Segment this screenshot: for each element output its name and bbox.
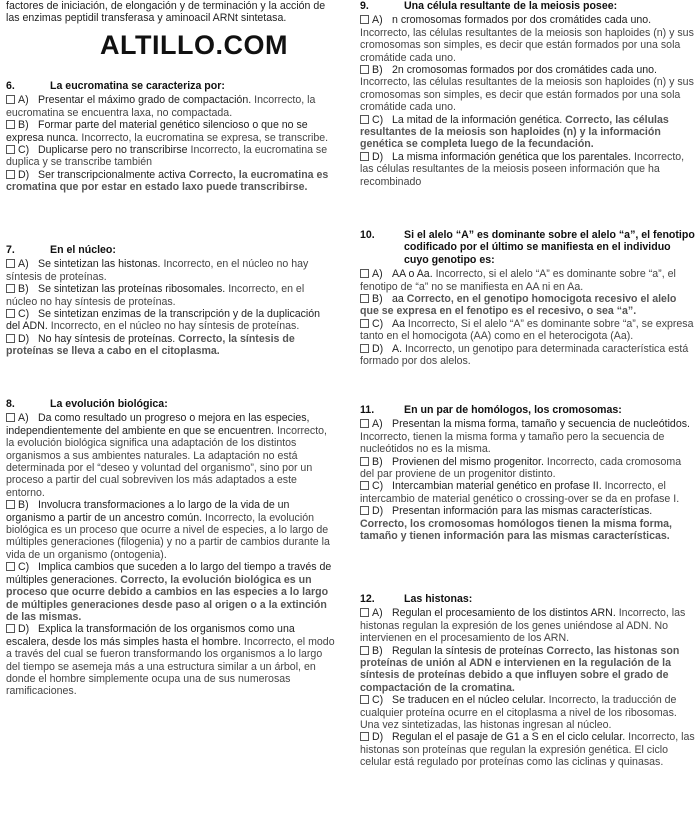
feedback-incorrect: Incorrecto, en el núcleo no hay síntesis de proteínas. bbox=[6, 258, 309, 283]
option-text: Se sintetizan las histonas. bbox=[38, 258, 161, 271]
option-checkbox[interactable] bbox=[360, 151, 392, 163]
feedback-incorrect: Incorrecto, las histonas regulan la expresión de los genes uniéndose al ADN. No intervienen en el procesamiento de los ARN. bbox=[360, 607, 686, 645]
option-label: D) bbox=[18, 168, 30, 181]
option-label: D) bbox=[372, 150, 384, 163]
option-checkbox[interactable] bbox=[6, 561, 38, 573]
checkbox-icon[interactable] bbox=[6, 562, 15, 571]
option-checkbox[interactable] bbox=[360, 343, 392, 355]
checkbox-icon[interactable] bbox=[6, 334, 15, 343]
option-text: Se sintetizan enzimas de la transcripción y de la duplicación del ADN. bbox=[6, 308, 321, 333]
option-checkbox[interactable] bbox=[360, 318, 392, 330]
feedback-correct: Correcto, la eucromatina es cromatina que por estar en estado laxo puede transcribirse. bbox=[6, 168, 329, 194]
question-6 bbox=[6, 80, 336, 194]
option-label: B) bbox=[372, 293, 383, 306]
option-text: 2n cromosomas formados por dos cromátides cada uno. bbox=[392, 64, 657, 77]
option-c bbox=[360, 694, 695, 731]
option-c bbox=[360, 114, 695, 151]
option-label: B) bbox=[18, 283, 29, 296]
option-label: C) bbox=[372, 694, 384, 707]
checkbox-icon[interactable] bbox=[360, 15, 369, 24]
checkbox-icon[interactable] bbox=[360, 269, 369, 278]
checkbox-icon[interactable] bbox=[360, 319, 369, 328]
option-checkbox[interactable] bbox=[360, 64, 392, 76]
option-text: Duplicarse pero no transcribirse bbox=[38, 144, 188, 157]
option-checkbox[interactable] bbox=[6, 499, 38, 511]
question-12 bbox=[360, 593, 695, 769]
option-checkbox[interactable] bbox=[360, 14, 392, 26]
option-a bbox=[360, 418, 695, 455]
option-checkbox[interactable] bbox=[360, 268, 392, 280]
option-c bbox=[360, 318, 695, 343]
option-d bbox=[360, 505, 695, 542]
option-label: C) bbox=[372, 113, 384, 126]
option-label: D) bbox=[18, 332, 30, 345]
option-text: Explica la transformación de los organismos como una escalera, desde los más simples hasta el hombre. bbox=[6, 623, 295, 648]
feedback-incorrect: Incorrecto, la traducción de cualquier proteína ocurre en el citoplasma a nivel de los ribosomas. Una vez sintetizadas, las histonas ingresan al núcleo. bbox=[360, 694, 677, 732]
option-a bbox=[360, 607, 695, 644]
checkbox-icon[interactable] bbox=[6, 145, 15, 154]
option-a bbox=[360, 268, 695, 293]
option-label: A) bbox=[372, 14, 383, 27]
option-a bbox=[360, 14, 695, 64]
option-checkbox[interactable] bbox=[6, 144, 38, 156]
checkbox-icon[interactable] bbox=[360, 506, 369, 515]
option-d bbox=[6, 623, 336, 697]
option-b bbox=[360, 64, 695, 114]
option-label: D) bbox=[372, 731, 384, 744]
feedback-incorrect: Incorrecto, si el alelo “A” es dominante sobre “a”, el fenotipo de “a” no se manifiesta en AA ni en Aa. bbox=[360, 268, 676, 293]
option-label: A) bbox=[372, 607, 383, 620]
feedback-correct: Correcto, las histonas son proteínas de unión al ADN e intervienen en la regulación de la síntesis de proteínas debido a que influyen sobre el grado de compactación de la cromatina. bbox=[360, 644, 680, 694]
question-title bbox=[360, 593, 695, 605]
question-title bbox=[360, 404, 695, 416]
option-c bbox=[6, 561, 336, 623]
feedback-incorrect: Incorrecto, las histonas son proteínas que regulan la expresión genética. El ciclo celular está regulado por proteínas como las ciclinas y quinasas. bbox=[360, 731, 695, 769]
option-text: Presentar el máximo grado de compactación. bbox=[38, 94, 252, 107]
option-b bbox=[360, 456, 695, 481]
option-checkbox[interactable] bbox=[6, 623, 38, 635]
option-text: Se traducen en el núcleo celular. bbox=[392, 694, 546, 707]
checkbox-icon[interactable] bbox=[360, 695, 369, 704]
option-text: Implica cambios que suceden a lo largo del tiempo a través de múltiples generaciones. bbox=[6, 561, 332, 586]
option-label: D) bbox=[372, 342, 384, 355]
question-text: Las histonas: bbox=[404, 593, 473, 605]
option-text: Regulan la síntesis de proteínas bbox=[392, 644, 544, 657]
option-label: B) bbox=[372, 644, 383, 657]
option-text: AA o Aa. bbox=[392, 268, 433, 281]
intro-text: factores de iniciación, de elongación y de terminación y la acción de las enzimas peptidil transferasa y aminoacil ARNt sintetasa. bbox=[6, 0, 326, 25]
question-text: Una célula resultante de la meiosis posee: bbox=[404, 0, 618, 12]
option-checkbox[interactable] bbox=[6, 412, 38, 424]
option-d bbox=[360, 731, 695, 768]
feedback-correct: Correcto, la síntesis de proteínas se lleva a cabo en el citoplasma. bbox=[6, 332, 295, 358]
checkbox-icon[interactable] bbox=[6, 500, 15, 509]
question-title bbox=[360, 229, 695, 266]
option-label: A) bbox=[372, 268, 383, 281]
option-checkbox[interactable] bbox=[6, 333, 38, 345]
checkbox-icon[interactable] bbox=[360, 732, 369, 741]
feedback-incorrect: Incorrecto, en el núcleo no hay síntesis de proteínas. bbox=[6, 283, 305, 308]
question-number: 8. bbox=[6, 398, 15, 410]
option-checkbox[interactable] bbox=[360, 114, 392, 126]
option-text: La mitad de la información genética. bbox=[392, 113, 563, 126]
option-text: n cromosomas formados por dos cromátides cada uno. bbox=[392, 14, 652, 27]
option-text: Intercambian material genético en profase II. bbox=[392, 480, 602, 493]
option-text: No hay síntesis de proteínas. bbox=[38, 332, 176, 345]
option-checkbox[interactable] bbox=[6, 169, 38, 181]
option-checkbox[interactable] bbox=[6, 258, 38, 270]
question-number: 10. bbox=[360, 229, 375, 241]
feedback-incorrect: Incorrecto, la evolución biológica significa una adaptación de los distintos organismos a sus ambientes naturales. La adaptación no está determinada por el “deseo y voluntad del organismo”, sino por un proceso a partir del cual sobreviven los más adaptados a este entorno. bbox=[6, 424, 327, 499]
option-label: B) bbox=[18, 499, 29, 512]
option-text: Se sintetizan las proteínas ribosomales. bbox=[38, 283, 226, 296]
checkbox-icon[interactable] bbox=[6, 95, 15, 104]
feedback-incorrect: Incorrecto, Si el alelo “A” es dominante sobre “a”, se expresa tanto en el homocigota (AA) como en el heterocigota (Aa). bbox=[360, 317, 694, 343]
question-number: 7. bbox=[6, 244, 15, 256]
option-label: A) bbox=[18, 258, 29, 271]
option-checkbox[interactable] bbox=[6, 94, 38, 106]
feedback-incorrect: Incorrecto, el modo a través del cual se fueron transformando los organismos a lo largo del tiempo se asemeja más a una estructura similar a un árbol, en donde el hombre simplemente ocupa una de sus numerosas ramificaciones. bbox=[6, 635, 335, 698]
question-10 bbox=[360, 229, 695, 367]
option-text: Ser transcripcionalmente activa bbox=[38, 168, 186, 181]
feedback-incorrect: Incorrecto, las células resultantes de la meiosis son haploides (n) y sus cromosomas son simples, es decir que están formados por una sola cromátide cada uno. bbox=[360, 26, 694, 64]
question-title bbox=[6, 80, 336, 92]
option-b bbox=[6, 119, 336, 144]
option-text: La misma información genética que los parentales. bbox=[392, 150, 632, 163]
option-label: C) bbox=[372, 317, 384, 330]
option-checkbox[interactable] bbox=[6, 308, 38, 320]
checkbox-icon[interactable] bbox=[360, 419, 369, 428]
option-d bbox=[360, 151, 695, 188]
checkbox-icon[interactable] bbox=[360, 152, 369, 161]
option-d bbox=[360, 343, 695, 368]
option-label: B) bbox=[18, 119, 29, 132]
question-number: 11. bbox=[360, 404, 375, 416]
option-label: D) bbox=[372, 505, 384, 518]
option-label: C) bbox=[372, 480, 384, 493]
option-checkbox[interactable] bbox=[360, 480, 392, 492]
option-a bbox=[6, 94, 336, 119]
question-11 bbox=[360, 404, 695, 542]
feedback-correct: Correcto, las células resultantes de la meiosis son haploides (n) y la información genética se completa luego de la fecundación. bbox=[360, 113, 669, 151]
option-checkbox[interactable] bbox=[360, 607, 392, 619]
option-text: A. bbox=[392, 342, 403, 355]
option-d bbox=[6, 169, 336, 194]
option-label: B) bbox=[372, 455, 383, 468]
question-title bbox=[6, 398, 336, 410]
option-checkbox[interactable] bbox=[360, 505, 392, 517]
option-b bbox=[360, 645, 695, 695]
feedback-correct: Correcto, los cromosomas homólogos tienen la misma forma, tamaño y tienen información para las mismas características. bbox=[360, 517, 672, 543]
question-number: 6. bbox=[6, 80, 15, 92]
option-checkbox[interactable] bbox=[360, 293, 392, 305]
question-number: 12. bbox=[360, 593, 375, 605]
option-checkbox[interactable] bbox=[360, 456, 392, 468]
feedback-incorrect: Incorrecto, cada cromosoma del par proviene de un progenitor distinto. bbox=[360, 455, 682, 481]
checkbox-icon[interactable] bbox=[360, 608, 369, 617]
question-9 bbox=[360, 0, 695, 188]
option-text: Formar parte del material genético silencioso o que no se expresa nunca. bbox=[6, 119, 308, 144]
option-label: B) bbox=[372, 64, 383, 77]
feedback-incorrect: Incorrecto, la evolución biológica es un proceso que ocurre a nivel de especies, a lo largo de múltiples generaciones (filogenia) y no a partir de cambios durante la vida de un organismo (ontogenia). bbox=[6, 511, 330, 561]
option-d bbox=[6, 333, 336, 358]
option-a bbox=[6, 412, 336, 499]
checkbox-icon[interactable] bbox=[360, 344, 369, 353]
checkbox-icon[interactable] bbox=[6, 624, 15, 633]
option-text: Da como resultado un progreso o mejora en las especies, independientemente del ambiente en que se encuentren. bbox=[6, 412, 310, 437]
question-text: La eucromatina se caracteriza por: bbox=[50, 80, 225, 92]
checkbox-icon[interactable] bbox=[360, 457, 369, 466]
option-text: Presentan información para las mismas características. bbox=[392, 505, 653, 518]
option-text: Regulan el el pasaje de G1 a S en el ciclo celular. bbox=[392, 731, 626, 744]
feedback-incorrect: Incorrecto, el intercambio de material genético o crossing-over se da en profase I. bbox=[360, 480, 680, 505]
question-7 bbox=[6, 244, 336, 358]
site-logo: ALTILLO.COM bbox=[100, 30, 288, 60]
option-text: Aa bbox=[392, 317, 405, 330]
option-text: Provienen del mismo progenitor. bbox=[392, 455, 544, 468]
feedback-incorrect: Incorrecto, la eucromatina se duplica y se transcribe también bbox=[6, 144, 328, 169]
feedback-correct: Correcto, la evolución biológica es un proceso que ocurre debido a cambios en las especies a lo largo de múltiples generaciones desde paso al origen o a la extinción de las mismas. bbox=[6, 573, 329, 623]
option-checkbox[interactable] bbox=[360, 731, 392, 743]
option-checkbox[interactable] bbox=[6, 283, 38, 295]
option-label: A) bbox=[18, 412, 29, 425]
checkbox-icon[interactable] bbox=[360, 115, 369, 124]
checkbox-icon[interactable] bbox=[6, 120, 15, 129]
question-8 bbox=[6, 398, 336, 698]
option-label: D) bbox=[18, 623, 30, 636]
question-text: En un par de homólogos, los cromosomas: bbox=[404, 404, 622, 416]
checkbox-icon[interactable] bbox=[360, 65, 369, 74]
feedback-incorrect: Incorrecto, en el núcleo no hay síntesis de proteínas. bbox=[50, 320, 300, 333]
option-b bbox=[360, 293, 695, 318]
option-b bbox=[6, 283, 336, 308]
option-checkbox[interactable] bbox=[360, 694, 392, 706]
question-title bbox=[360, 0, 695, 12]
option-text: aa bbox=[392, 293, 404, 306]
question-title bbox=[6, 244, 336, 256]
checkbox-icon[interactable] bbox=[6, 259, 15, 268]
option-text: Regulan el procesamiento de los distintos ARN. bbox=[392, 607, 616, 620]
checkbox-icon[interactable] bbox=[6, 413, 15, 422]
option-b bbox=[6, 499, 336, 561]
question-text: La evolución biológica: bbox=[50, 398, 168, 410]
checkbox-icon[interactable] bbox=[6, 309, 15, 318]
checkbox-icon[interactable] bbox=[360, 646, 369, 655]
option-checkbox[interactable] bbox=[360, 645, 392, 657]
checkbox-icon[interactable] bbox=[6, 284, 15, 293]
question-number: 9. bbox=[360, 0, 369, 12]
checkbox-icon[interactable] bbox=[360, 294, 369, 303]
option-label: C) bbox=[18, 561, 30, 574]
question-text: Si el alelo “A” es dominante sobre el alelo “a”, el fenotipo codificado por el último se manifiesta en el individuo cuyo genotipo es: bbox=[404, 229, 695, 266]
question-text: En el núcleo: bbox=[50, 244, 116, 256]
feedback-incorrect: Incorrecto, las células resultantes de la meiosis poseen información que ha recombinado bbox=[360, 150, 685, 188]
option-checkbox[interactable] bbox=[360, 418, 392, 430]
option-a bbox=[6, 258, 336, 283]
option-label: C) bbox=[18, 308, 30, 321]
feedback-incorrect: Incorrecto, las células resultantes de la meiosis son haploides (n) y sus cromosomas son simples, es decir que están formados por una sola cromátide cada uno. bbox=[360, 76, 694, 114]
option-c bbox=[6, 144, 336, 169]
option-c bbox=[360, 480, 695, 505]
option-label: A) bbox=[372, 418, 383, 431]
option-c bbox=[6, 308, 336, 333]
option-text: Presentan la misma forma, tamaño y secuencia de nucleótidos. bbox=[392, 418, 690, 431]
feedback-incorrect: Incorrecto, la eucromatina se encuentra laxa, no compactada. bbox=[6, 94, 316, 119]
feedback-incorrect: Incorrecto, un genotipo para determinada característica está formado por dos alelos. bbox=[360, 342, 689, 368]
feedback-incorrect: Incorrecto, tienen la misma forma y tamaño pero la secuencia de nucleótidos no es la misma. bbox=[360, 430, 665, 456]
checkbox-icon[interactable] bbox=[6, 170, 15, 179]
feedback-incorrect: Incorrecto, la eucromatina se expresa, se transcribe. bbox=[81, 131, 329, 144]
option-text: Involucra transformaciones a lo largo de la vida de un organismo a partir de un ancestro común. bbox=[6, 499, 290, 524]
checkbox-icon[interactable] bbox=[360, 481, 369, 490]
option-label: A) bbox=[18, 94, 29, 107]
option-label: C) bbox=[18, 144, 30, 157]
feedback-correct: Correcto, en el genotipo homocigota recesivo el alelo que se expresa en el fenotipo es el recesivo, o sea “a”. bbox=[360, 293, 677, 318]
option-checkbox[interactable] bbox=[6, 119, 38, 131]
